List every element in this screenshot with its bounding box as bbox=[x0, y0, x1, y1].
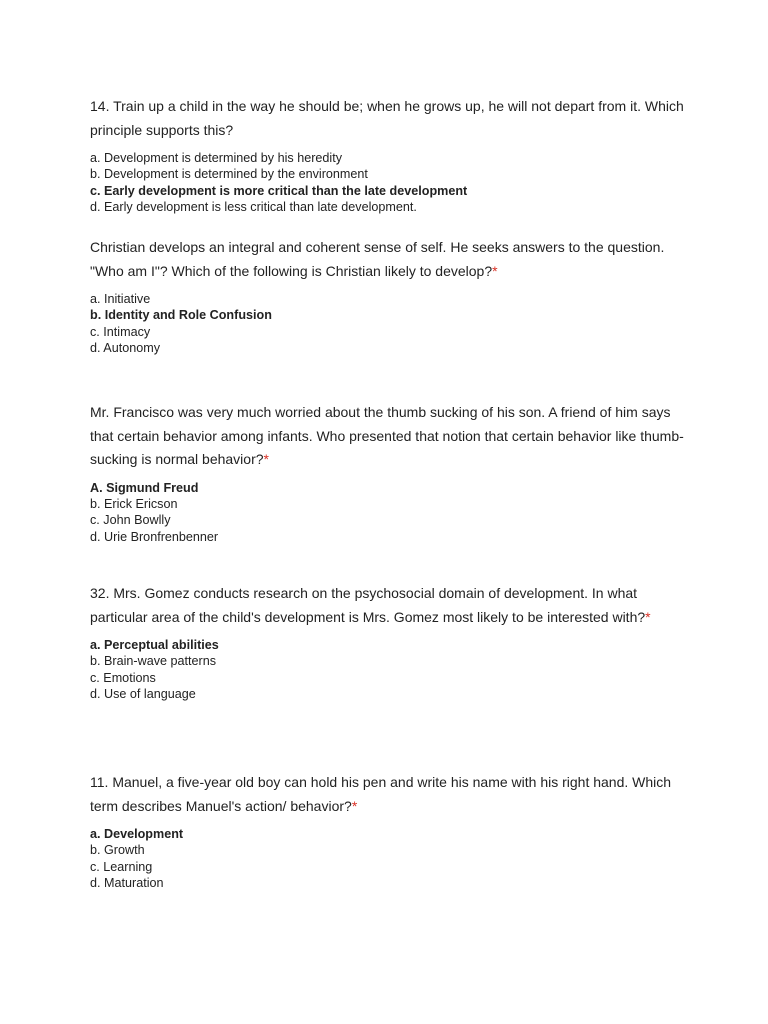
question-block bbox=[90, 582, 690, 703]
required-marker: * bbox=[645, 608, 651, 625]
option-item: d. Early development is less critical than late development. bbox=[90, 200, 417, 215]
option-item: a. Initiative bbox=[90, 292, 151, 306]
option-item: b. Development is determined by the environment bbox=[90, 167, 368, 182]
question-text-content: 11. Manuel, a five-year old boy can hold his pen and write his name with his right hand. Which term describes Manuel's action/ behavior? bbox=[90, 774, 672, 814]
option-item: b. Growth bbox=[90, 843, 145, 858]
question-text bbox=[90, 582, 690, 629]
required-marker: * bbox=[492, 262, 498, 279]
option-item: c. Learning bbox=[90, 859, 153, 874]
question-block bbox=[90, 771, 690, 892]
question-block bbox=[90, 236, 690, 357]
option-list bbox=[90, 291, 690, 357]
option-list bbox=[90, 637, 690, 703]
option-item: c. Emotions bbox=[90, 670, 156, 685]
question-text-content: 14. Train up a child in the way he should be; when he grows up, he will not depart from it. Which principle supports this? bbox=[90, 98, 684, 138]
option-item-correct: a. Perceptual abilities bbox=[90, 638, 219, 652]
option-item-correct: c. Early development is more critical than the late development bbox=[90, 183, 468, 198]
question-text bbox=[90, 771, 690, 818]
question-text-content: 32. Mrs. Gomez conducts research on the psychosocial domain of development. In what particular area of the child's development is Mrs. Gomez most likely to be interested with? bbox=[90, 585, 646, 625]
option-list bbox=[90, 150, 690, 216]
question-text bbox=[90, 401, 690, 472]
option-item: c. John Bowlly bbox=[90, 513, 171, 528]
question-text bbox=[90, 236, 690, 283]
option-list bbox=[90, 480, 690, 546]
option-item: d. Use of language bbox=[90, 687, 196, 702]
question-block bbox=[90, 401, 690, 545]
option-list bbox=[90, 826, 690, 892]
option-item: b. Brain-wave patterns bbox=[90, 654, 216, 669]
question-block bbox=[90, 95, 690, 216]
option-item-correct: a. Development bbox=[90, 827, 184, 841]
option-item: a. Development is determined by his heredity bbox=[90, 151, 343, 165]
question-text bbox=[90, 95, 690, 142]
option-item: d. Urie Bronfrenbenner bbox=[90, 529, 219, 544]
option-item-correct: A. Sigmund Freud bbox=[90, 480, 199, 495]
option-item-correct: b. Identity and Role Confusion bbox=[90, 308, 272, 323]
option-item: d. Maturation bbox=[90, 876, 164, 891]
question-text-content: Christian develops an integral and coherent sense of self. He seeks answers to the question. "Who am I"? Which of the following is Christian likely to develop? bbox=[90, 239, 665, 279]
question-text-content: Mr. Francisco was very much worried about the thumb sucking of his son. A friend of him says that certain behavior among infants. Who presented that notion that certain behavior like thumb-sucking is normal behavior? bbox=[90, 404, 684, 467]
option-item: b. Erick Ericson bbox=[90, 496, 178, 511]
required-marker: * bbox=[351, 797, 358, 814]
required-marker: * bbox=[263, 451, 269, 467]
option-item: c. Intimacy bbox=[90, 324, 151, 339]
option-item: d. Autonomy bbox=[90, 341, 161, 356]
